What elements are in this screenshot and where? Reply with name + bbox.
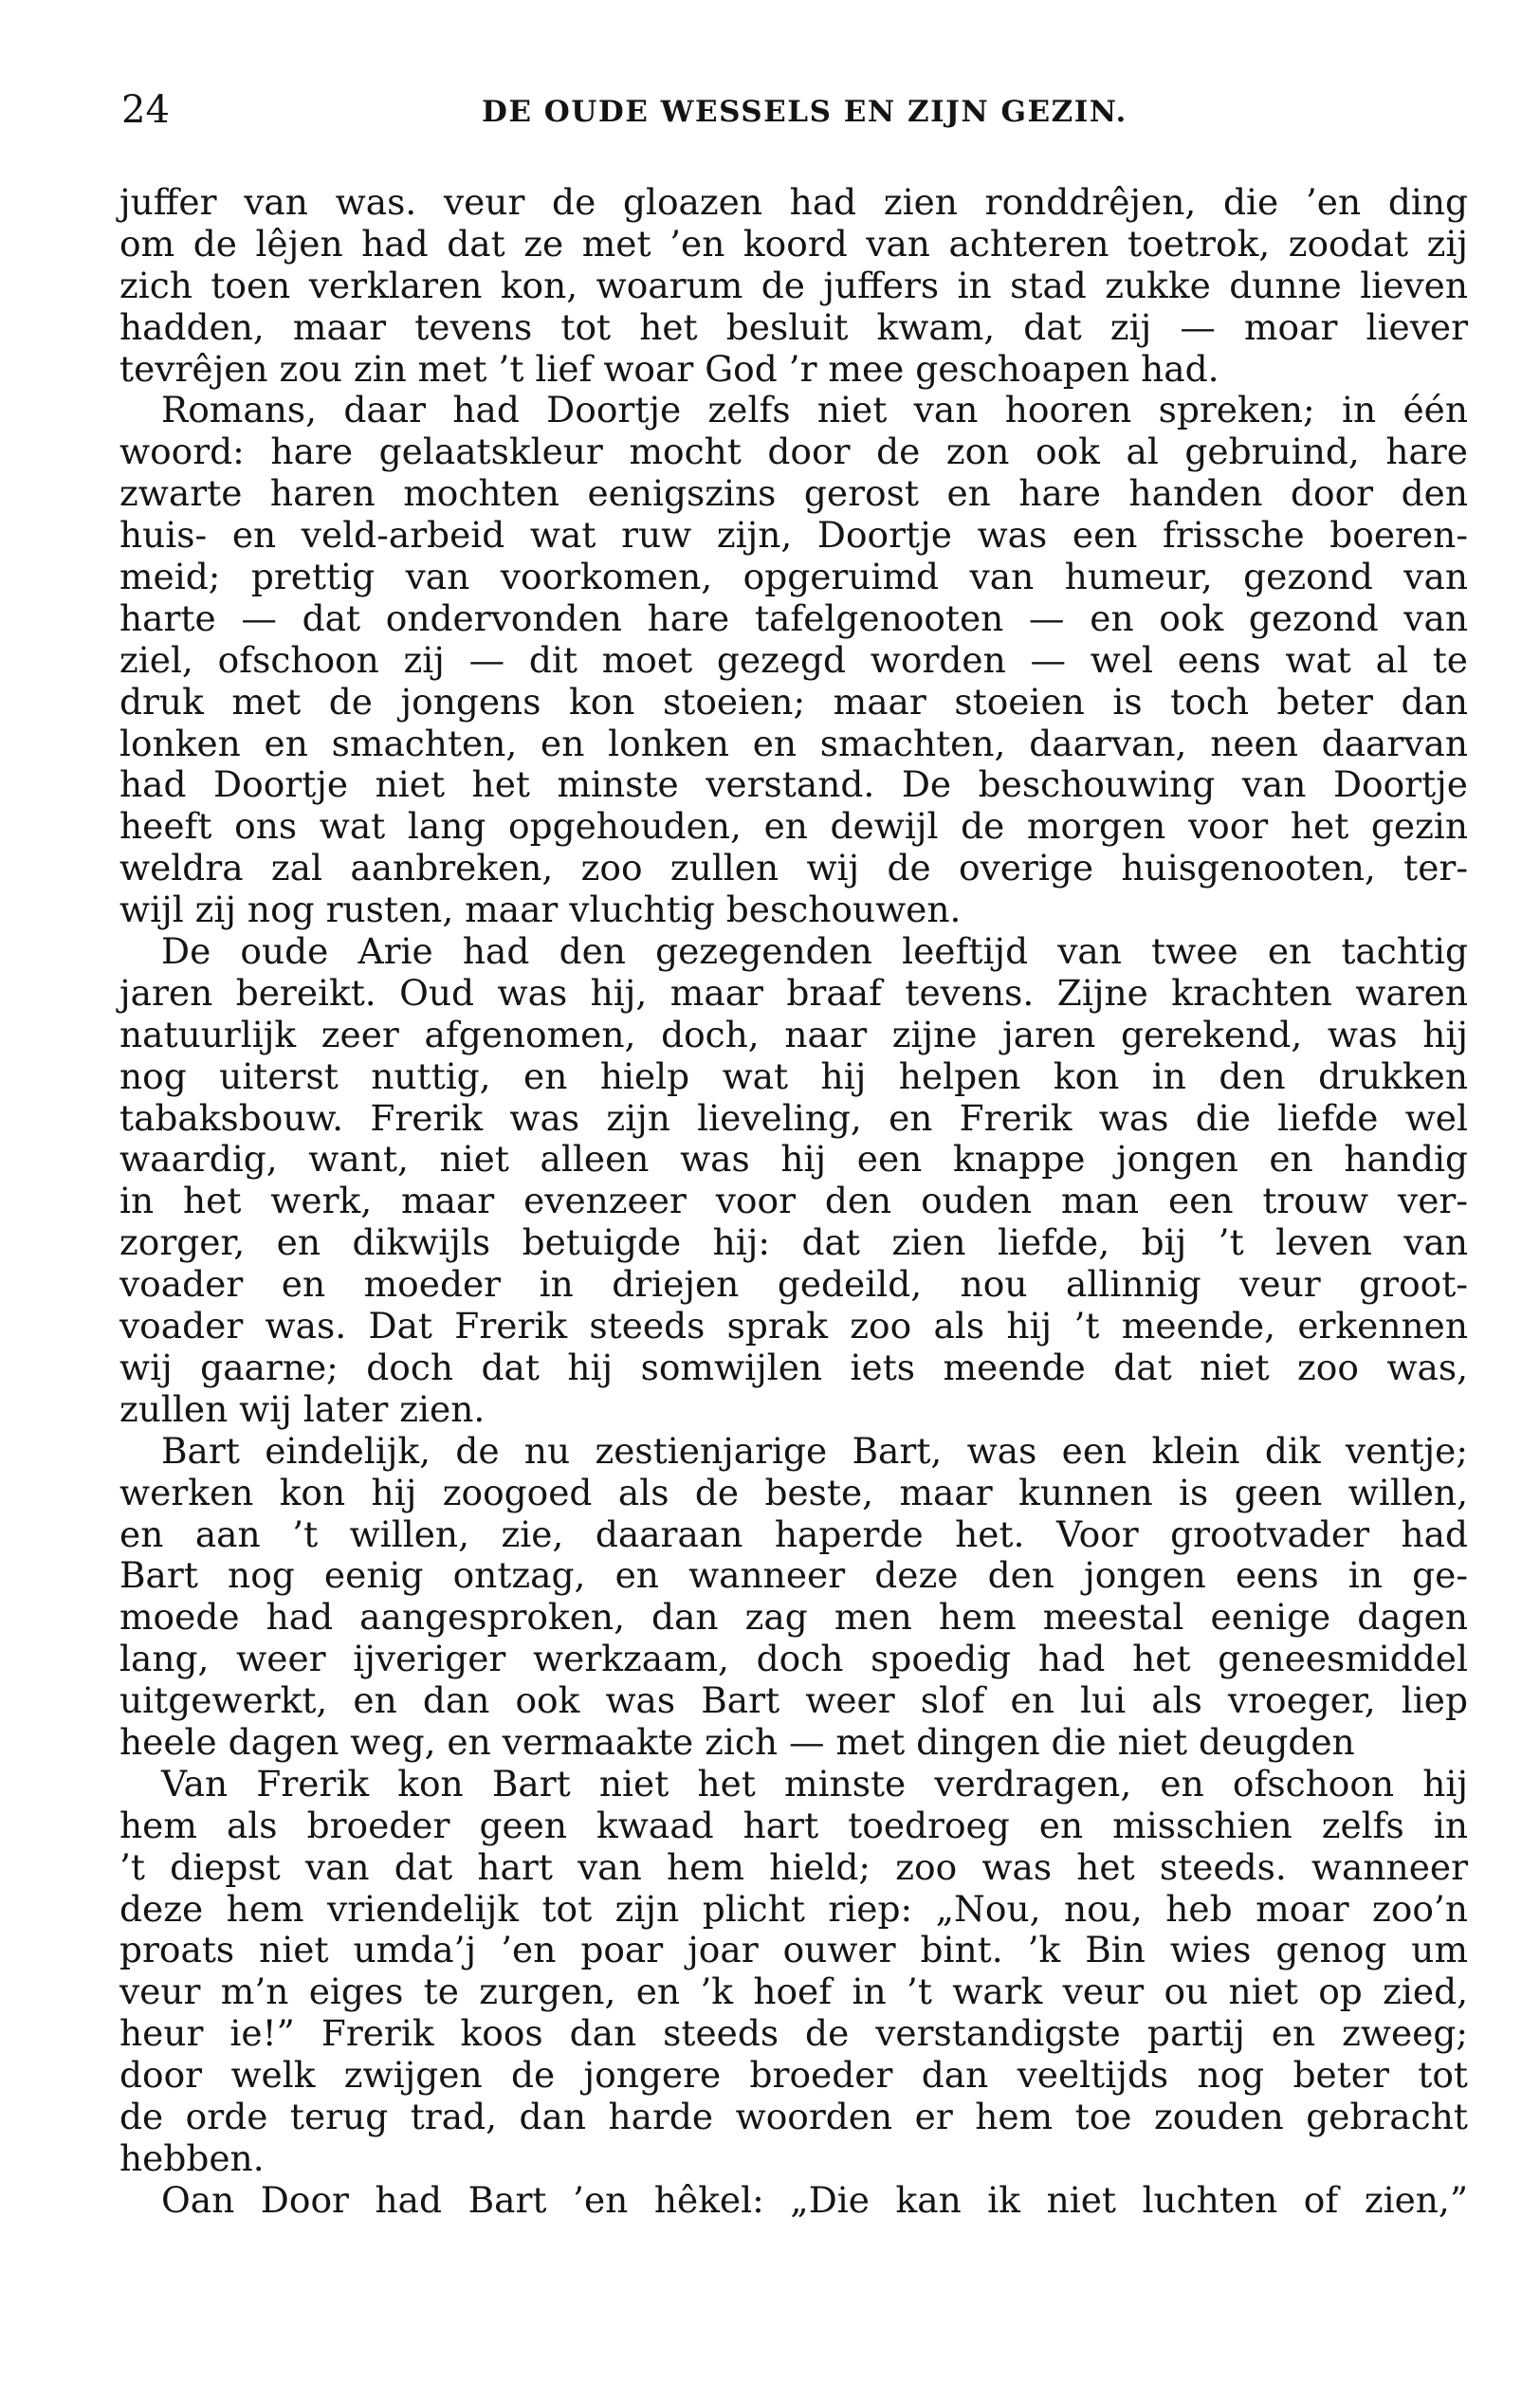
text-line: Bart eindelijk, de nu zestienjarige Bart, was een klein dik ventje; [161, 1429, 1468, 1472]
text-line: heur ie!” Frerik koos dan steeds de verstandigste partij en zweeg; [119, 2012, 1468, 2055]
text-line: wijl zij nog rusten, maar vluchtig beschouwen. [119, 889, 962, 931]
text-line: uitgewerkt, en dan ook was Bart weer slof en lui als vroeger, liep [119, 1679, 1468, 1722]
text-line: veur m’n eiges te zurgen, en ’k hoef in ’t wark veur ou niet op zied, [119, 1970, 1468, 2013]
text-line: jaren bereikt. Oud was hij, maar braaf tevens. Zijne krachten waren [119, 971, 1468, 1014]
text-line: hebben. [119, 2136, 265, 2179]
text-line: voader en moeder in driejen gedeild, nou allinnig veur groot- [119, 1263, 1468, 1306]
text-line: De oude Arie had den gezegenden leeftijd van twee en tachtig [161, 930, 1468, 973]
text-line: harte — dat ondervonden hare tafelgenooten — en ook gezond van [119, 596, 1468, 639]
body-text [119, 182, 1468, 2222]
text-line: tevrêjen zou zin met ’t lief woar God ’r mee geschoapen had. [119, 347, 1219, 390]
text-line: huis- en veld-arbeid wat ruw zijn, Doortje was een frissche boeren- [119, 514, 1468, 557]
page-number: 24 [121, 88, 170, 132]
text-line: om de lêjen had dat ze met ’en koord van achteren toetrok, zoodat zij [119, 222, 1468, 265]
text-line: druk met de jongens kon stoeien; maar stoeien is toch beter dan [119, 680, 1468, 723]
text-line: tabaksbouw. Frerik was zijn lieveling, en Frerik was die liefde wel [119, 1096, 1468, 1139]
text-line: wij gaarne; doch dat hij somwijlen iets meende dat niet zoo was, [119, 1346, 1468, 1388]
text-line: heele dagen weg, en vermaakte zich — met dingen die niet deugden [119, 1720, 1355, 1763]
text-line: moede had aangesproken, dan zag men hem meestal eenige dagen [119, 1596, 1468, 1639]
text-line: weldra zal aanbreken, zoo zullen wij de overige huisgenooten, ter- [119, 847, 1468, 889]
text-line: nog uiterst nuttig, en hielp wat hij helpen kon in den drukken [119, 1054, 1468, 1097]
text-line: de orde terug trad, dan harde woorden er hem toe zouden gebracht [119, 2095, 1468, 2137]
text-line: werken kon hij zoogoed als de beste, maar kunnen is geen willen, [119, 1471, 1468, 1513]
text-line: proats niet umda’j ’en poar joar ouwer bint. ’k Bin wies genog um [119, 1929, 1468, 1971]
text-line: natuurlijk zeer afgenomen, doch, naar zijne jaren gerekend, was hij [119, 1013, 1468, 1055]
text-line: woord: hare gelaatskleur mocht door de zon ook al gebruind, hare [119, 431, 1468, 473]
text-line: Van Frerik kon Bart niet het minste verdragen, en ofschoon hij [161, 1762, 1468, 1805]
text-line: door welk zwijgen de jongere broeder dan veeltijds nog beter tot [119, 2054, 1468, 2097]
text-line: zich toen verklaren kon, woarum de juffers in stad zukke dunne lieven [119, 264, 1468, 306]
text-line: hem als broeder geen kwaad hart toedroeg en misschien zelfs in [119, 1804, 1468, 1846]
text-line: zorger, en dikwijls betuigde hij: dat zien liefde, bij ’t leven van [119, 1221, 1468, 1264]
text-line: meid; prettig van voorkomen, opgeruimd van humeur, gezond van [119, 556, 1468, 598]
text-line: Romans, daar had Doortje zelfs niet van hooren spreken; in één [161, 389, 1468, 431]
text-line: ziel, ofschoon zij — dit moet gezegd worden — wel eens wat al te [119, 638, 1468, 681]
text-line: ’t diepst van dat hart van hem hield; zoo was het steeds. wanneer [119, 1845, 1468, 1888]
text-line: juffer van was. veur de gloazen had zien ronddrêjen, die ’en ding [119, 181, 1468, 223]
running-head [121, 82, 1468, 138]
text-line: voader was. Dat Frerik steeds sprak zoo als hij ’t meende, erkennen [119, 1305, 1468, 1347]
text-line: zwarte haren mochten eenigszins gerost en hare handen door den [119, 472, 1468, 515]
text-line: in het werk, maar evenzeer voor den ouden man een trouw ver- [119, 1180, 1468, 1222]
text-line: had Doortje niet het minste verstand. De beschouwing van Doortje [119, 763, 1468, 806]
running-title: DE OUDE WESSELS EN ZIJN GEZIN. [482, 95, 1128, 129]
text-line: waardig, want, niet alleen was hij een knappe jongen en handig [119, 1138, 1468, 1181]
text-line: lonken en smachten, en lonken en smachten, daarvan, neen daarvan [119, 722, 1468, 764]
text-line: en aan ’t willen, zie, daaraan haperde het. Voor grootvader had [119, 1512, 1468, 1555]
text-line: Bart nog eenig ontzag, en wanneer deze den jongen eens in ge- [119, 1554, 1468, 1597]
text-line: heeft ons wat lang opgehouden, en dewijl de morgen voor het gezin [119, 805, 1468, 848]
text-line: lang, weer ijveriger werkzaam, doch spoedig had het geneesmiddel [119, 1638, 1468, 1680]
text-line: Oan Door had Bart ’en hêkel: „Die kan ik niet luchten of zien,” [161, 2178, 1468, 2221]
text-line: hadden, maar tevens tot het besluit kwam, dat zij — moar liever [119, 305, 1468, 348]
text-line: deze hem vriendelijk tot zijn plicht riep: „Nou, nou, heb moar zoo’n [119, 1887, 1468, 1930]
text-line: zullen wij later zien. [119, 1387, 486, 1430]
